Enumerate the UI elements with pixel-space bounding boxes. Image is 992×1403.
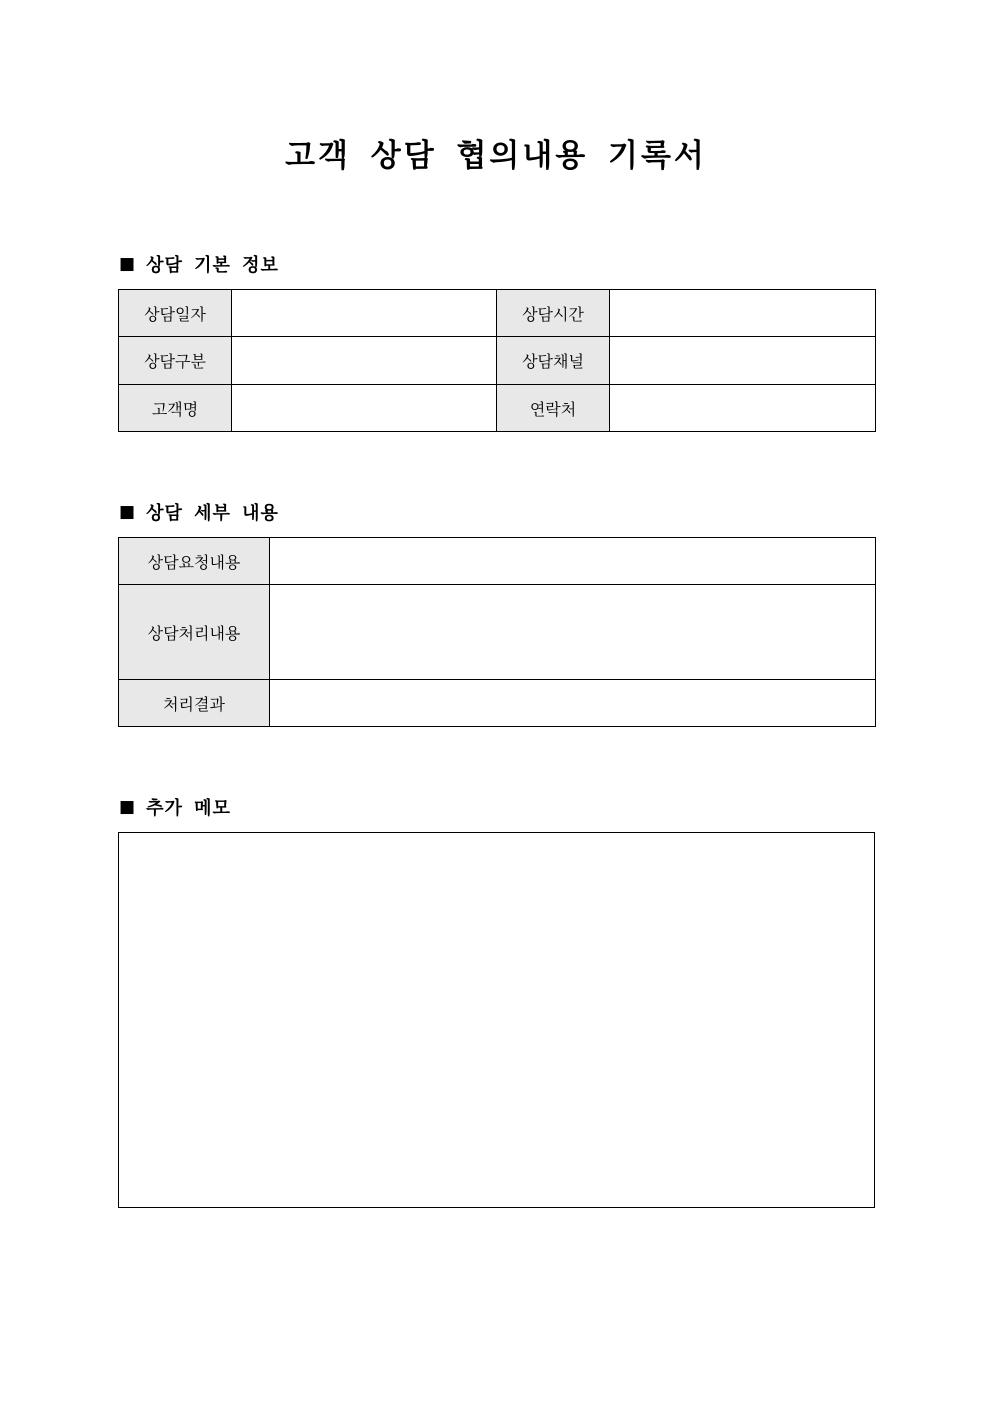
consultation-channel-field[interactable] bbox=[610, 337, 876, 385]
table-row bbox=[119, 385, 876, 432]
memo-field[interactable] bbox=[118, 832, 875, 1208]
customer-name-field[interactable] bbox=[232, 385, 497, 432]
memo-heading-label: 추가 메모 bbox=[146, 798, 231, 819]
table-row bbox=[119, 290, 876, 337]
consultation-type-field[interactable] bbox=[232, 337, 497, 385]
details-heading bbox=[119, 499, 279, 525]
consultation-time-field[interactable] bbox=[610, 290, 876, 337]
handling-content-label: 상담처리내용 bbox=[119, 585, 270, 680]
consultation-date-field[interactable] bbox=[232, 290, 497, 337]
memo-heading bbox=[119, 794, 231, 820]
contact-field[interactable] bbox=[610, 385, 876, 432]
document-title: 고객 상담 협의내용 기록서 bbox=[285, 138, 707, 174]
result-field[interactable] bbox=[270, 680, 876, 727]
square-bullet-icon: ■ bbox=[119, 254, 137, 274]
handling-content-field[interactable] bbox=[270, 585, 876, 680]
request-content-field[interactable] bbox=[270, 538, 876, 585]
table-row bbox=[119, 337, 876, 385]
consultation-date-label: 상담일자 bbox=[119, 290, 232, 337]
square-bullet-icon: ■ bbox=[119, 502, 137, 522]
square-bullet-icon: ■ bbox=[119, 797, 137, 817]
table-row bbox=[119, 585, 876, 680]
consultation-time-label: 상담시간 bbox=[497, 290, 610, 337]
basic-info-heading-label: 상담 기본 정보 bbox=[146, 255, 279, 276]
contact-label: 연락처 bbox=[497, 385, 610, 432]
consultation-channel-label: 상담채널 bbox=[497, 337, 610, 385]
consultation-type-label: 상담구분 bbox=[119, 337, 232, 385]
basic-info-table bbox=[118, 289, 876, 432]
details-table bbox=[118, 537, 876, 727]
details-heading-label: 상담 세부 내용 bbox=[146, 503, 279, 524]
request-content-label: 상담요청내용 bbox=[119, 538, 270, 585]
result-label: 처리결과 bbox=[119, 680, 270, 727]
table-row bbox=[119, 538, 876, 585]
customer-name-label: 고객명 bbox=[119, 385, 232, 432]
table-row bbox=[119, 680, 876, 727]
basic-info-heading bbox=[119, 251, 279, 277]
